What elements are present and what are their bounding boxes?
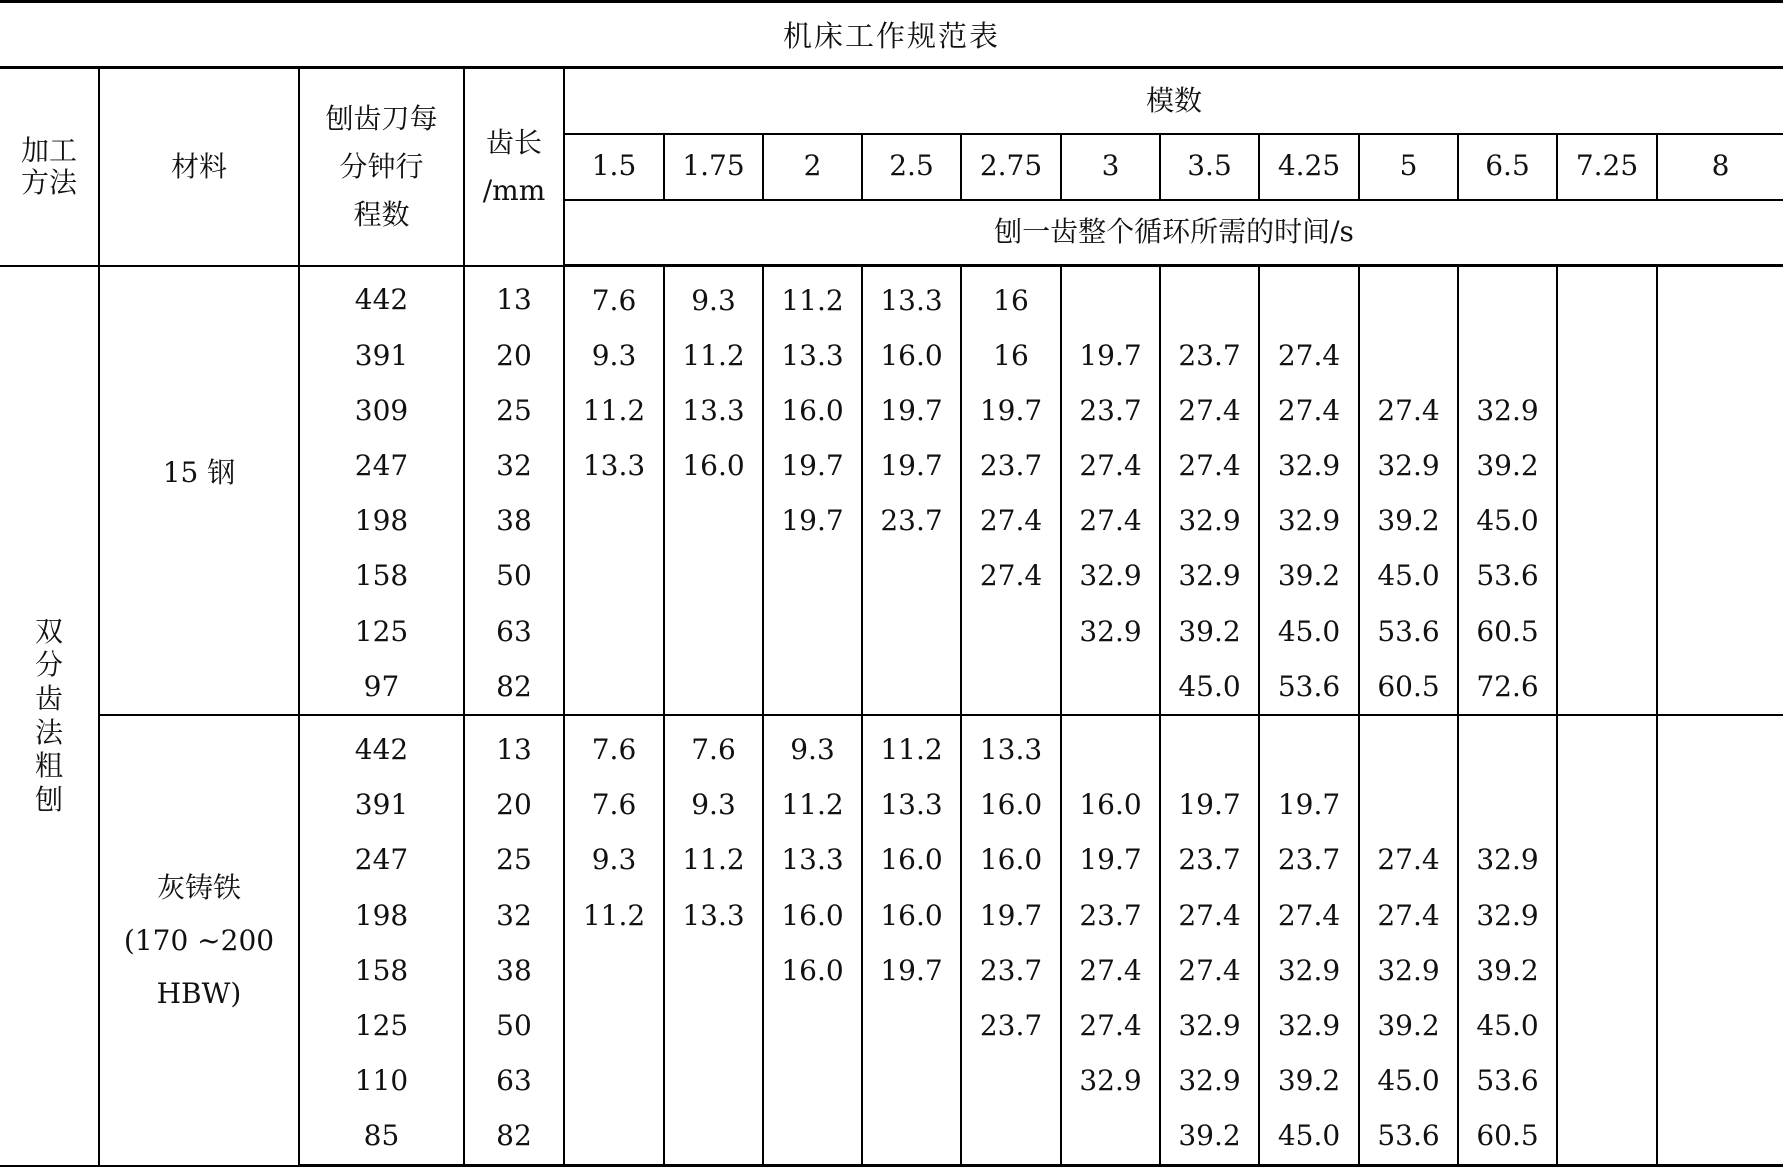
strokes-cell: 125 <box>299 604 464 659</box>
cycle-time-cell <box>763 998 862 1053</box>
cycle-time-cell: 19.7 <box>763 494 862 549</box>
strokes-cell: 97 <box>299 659 464 715</box>
strokes-cell: 247 <box>299 833 464 888</box>
cycle-time-cell: 45.0 <box>1458 998 1557 1053</box>
strokes-cell: 198 <box>299 494 464 549</box>
cycle-time-cell <box>1657 943 1783 998</box>
cycle-time-cell <box>1557 384 1657 439</box>
cycle-time-cell <box>1061 1109 1160 1166</box>
cycle-time-cell <box>1359 778 1458 833</box>
header-cycle-time: 刨一齿整个循环所需的时间/s <box>564 200 1783 266</box>
header-strokes-per-minute: 刨齿刀每 分钟行 程数 <box>299 68 464 266</box>
cycle-time-cell: 16.0 <box>862 328 961 383</box>
cycle-time-cell: 13.3 <box>862 778 961 833</box>
strokes-cell: 158 <box>299 943 464 998</box>
cycle-time-cell <box>564 1054 664 1109</box>
cycle-time-cell <box>664 494 763 549</box>
cycle-time-cell: 13.3 <box>564 439 664 494</box>
cycle-time-cell <box>664 549 763 604</box>
material-label: 15 钢 <box>162 455 236 489</box>
cycle-time-cell: 13.3 <box>664 888 763 943</box>
cycle-time-cell <box>1458 715 1557 777</box>
cycle-time-cell <box>664 1109 763 1166</box>
cycle-time-cell: 60.5 <box>1359 659 1458 715</box>
cycle-time-cell <box>1259 715 1359 777</box>
tooth-length-cell: 32 <box>464 439 564 494</box>
cycle-time-cell <box>1657 888 1783 943</box>
module-header-cell: 8 <box>1657 134 1783 200</box>
cycle-time-cell: 23.7 <box>961 998 1061 1053</box>
cycle-time-cell <box>1557 549 1657 604</box>
cycle-time-cell <box>862 998 961 1053</box>
cycle-time-cell: 45.0 <box>1160 659 1259 715</box>
cycle-time-cell: 32.9 <box>1359 943 1458 998</box>
cycle-time-cell: 23.7 <box>1061 888 1160 943</box>
cycle-time-cell <box>763 549 862 604</box>
cycle-time-cell: 13.3 <box>961 715 1061 777</box>
cycle-time-cell: 19.7 <box>961 384 1061 439</box>
cycle-time-cell <box>1557 328 1657 383</box>
cycle-time-cell: 19.7 <box>1259 778 1359 833</box>
cycle-time-cell: 23.7 <box>961 943 1061 998</box>
header-tooth-length: 齿长 /mm <box>464 68 564 266</box>
cycle-time-cell: 39.2 <box>1259 549 1359 604</box>
cycle-time-cell: 27.4 <box>1061 998 1160 1053</box>
cycle-time-cell <box>564 604 664 659</box>
cycle-time-cell: 39.2 <box>1259 1054 1359 1109</box>
cycle-time-cell: 32.9 <box>1160 549 1259 604</box>
cycle-time-cell <box>1458 328 1557 383</box>
cycle-time-cell: 32.9 <box>1160 998 1259 1053</box>
cycle-time-cell: 16.0 <box>763 943 862 998</box>
cycle-time-cell: 23.7 <box>862 494 961 549</box>
cycle-time-cell <box>1359 328 1458 383</box>
cycle-time-cell: 13.3 <box>763 328 862 383</box>
cycle-time-cell <box>1061 659 1160 715</box>
module-header-cell: 6.5 <box>1458 134 1557 200</box>
cycle-time-cell <box>1557 888 1657 943</box>
cycle-time-cell: 9.3 <box>564 833 664 888</box>
cycle-time-cell <box>763 659 862 715</box>
method-char: 刨 <box>34 782 63 816</box>
cycle-time-cell: 11.2 <box>664 833 763 888</box>
cycle-time-cell: 16.0 <box>763 384 862 439</box>
cycle-time-cell: 16.0 <box>961 778 1061 833</box>
cycle-time-cell: 32.9 <box>1259 943 1359 998</box>
cycle-time-cell: 27.4 <box>1160 888 1259 943</box>
strokes-cell: 198 <box>299 888 464 943</box>
cycle-time-cell <box>1657 384 1783 439</box>
cycle-time-cell: 53.6 <box>1458 549 1557 604</box>
cycle-time-cell: 27.4 <box>1259 328 1359 383</box>
cycle-time-cell <box>1657 715 1783 777</box>
method-char: 粗 <box>34 749 63 783</box>
strokes-cell: 85 <box>299 1109 464 1166</box>
cycle-time-cell: 16.0 <box>664 439 763 494</box>
cycle-time-cell: 19.7 <box>1061 833 1160 888</box>
cycle-time-cell <box>1657 439 1783 494</box>
cycle-time-cell: 27.4 <box>1359 888 1458 943</box>
cycle-time-cell: 27.4 <box>1061 494 1160 549</box>
cycle-time-cell: 19.7 <box>1061 328 1160 383</box>
cycle-time-cell <box>961 1109 1061 1166</box>
cycle-time-cell: 23.7 <box>961 439 1061 494</box>
method-char: 分 <box>34 648 63 682</box>
cycle-time-cell <box>1557 266 1657 329</box>
cycle-time-cell: 32.9 <box>1359 439 1458 494</box>
cycle-time-cell: 11.2 <box>763 266 862 329</box>
cycle-time-cell <box>1557 439 1657 494</box>
cycle-time-cell <box>664 998 763 1053</box>
module-header-cell: 3 <box>1061 134 1160 200</box>
cycle-time-cell: 39.2 <box>1458 943 1557 998</box>
cycle-time-cell: 27.4 <box>1160 384 1259 439</box>
cycle-time-cell <box>961 659 1061 715</box>
material-label: HBW) <box>156 977 242 1011</box>
cycle-time-cell <box>1657 604 1783 659</box>
material-label: (170 ~200 <box>123 923 275 957</box>
tooth-length-cell: 50 <box>464 998 564 1053</box>
cycle-time-cell <box>1557 715 1657 777</box>
cycle-time-cell: 32.9 <box>1458 384 1557 439</box>
cycle-time-cell <box>1657 266 1783 329</box>
spec-table <box>0 66 1783 1167</box>
cycle-time-cell <box>564 659 664 715</box>
cycle-time-cell: 27.4 <box>1160 439 1259 494</box>
cycle-time-cell: 7.6 <box>664 715 763 777</box>
cycle-time-cell: 39.2 <box>1160 1109 1259 1166</box>
cycle-time-cell: 39.2 <box>1160 604 1259 659</box>
cycle-time-cell <box>1657 494 1783 549</box>
cycle-time-cell: 11.2 <box>564 888 664 943</box>
cycle-time-cell <box>564 494 664 549</box>
strokes-cell: 391 <box>299 328 464 383</box>
cycle-time-cell <box>1657 549 1783 604</box>
tooth-length-cell: 82 <box>464 659 564 715</box>
method-char: 齿 <box>34 681 63 715</box>
cycle-time-cell: 32.9 <box>1160 494 1259 549</box>
strokes-cell: 125 <box>299 998 464 1053</box>
cycle-time-cell <box>1557 1054 1657 1109</box>
method-cell <box>0 266 99 1166</box>
cycle-time-cell <box>1657 1109 1783 1166</box>
cycle-time-cell <box>1557 659 1657 715</box>
tooth-length-cell: 25 <box>464 384 564 439</box>
cycle-time-cell <box>1160 266 1259 329</box>
cycle-time-cell <box>1259 266 1359 329</box>
cycle-time-cell <box>664 943 763 998</box>
material-cell <box>99 715 299 1165</box>
cycle-time-cell: 53.6 <box>1259 659 1359 715</box>
module-header-cell: 7.25 <box>1557 134 1657 200</box>
module-header-cell: 1.75 <box>664 134 763 200</box>
cycle-time-cell <box>763 1109 862 1166</box>
cycle-time-cell: 45.0 <box>1259 1109 1359 1166</box>
cycle-time-cell <box>862 1109 961 1166</box>
cycle-time-cell: 27.4 <box>1061 943 1160 998</box>
cycle-time-cell: 39.2 <box>1359 494 1458 549</box>
cycle-time-cell: 27.4 <box>1259 888 1359 943</box>
cycle-time-cell: 45.0 <box>1259 604 1359 659</box>
cycle-time-cell: 11.2 <box>862 715 961 777</box>
cycle-time-cell: 45.0 <box>1359 549 1458 604</box>
cycle-time-cell <box>1458 266 1557 329</box>
cycle-time-cell: 13.3 <box>862 266 961 329</box>
cycle-time-cell: 45.0 <box>1359 1054 1458 1109</box>
cycle-time-cell: 16.0 <box>862 833 961 888</box>
tooth-length-cell: 38 <box>464 494 564 549</box>
cycle-time-cell <box>1657 778 1783 833</box>
cycle-time-cell: 32.9 <box>1061 604 1160 659</box>
module-header-cell: 2.75 <box>961 134 1061 200</box>
strokes-cell: 158 <box>299 549 464 604</box>
cycle-time-cell <box>1557 1109 1657 1166</box>
cycle-time-cell <box>1657 833 1783 888</box>
cycle-time-cell: 32.9 <box>1259 494 1359 549</box>
cycle-time-cell: 60.5 <box>1458 1109 1557 1166</box>
cycle-time-cell <box>564 943 664 998</box>
cycle-time-cell <box>1557 943 1657 998</box>
header-method: 加工 方法 <box>0 68 99 266</box>
cycle-time-cell: 23.7 <box>1160 833 1259 888</box>
cycle-time-cell: 19.7 <box>862 384 961 439</box>
cycle-time-cell: 27.4 <box>1160 943 1259 998</box>
cycle-time-cell: 11.2 <box>664 328 763 383</box>
table-row <box>0 266 1783 329</box>
cycle-time-cell: 72.6 <box>1458 659 1557 715</box>
cycle-time-cell: 7.6 <box>564 778 664 833</box>
cycle-time-cell: 32.9 <box>1458 888 1557 943</box>
cycle-time-cell: 32.9 <box>1160 1054 1259 1109</box>
table-title: 机床工作规范表 <box>0 0 1783 66</box>
cycle-time-cell <box>961 604 1061 659</box>
cycle-time-cell: 11.2 <box>564 384 664 439</box>
cycle-time-cell: 16.0 <box>1061 778 1160 833</box>
header-material: 材料 <box>99 68 299 266</box>
module-header-cell: 5 <box>1359 134 1458 200</box>
tooth-length-cell: 32 <box>464 888 564 943</box>
module-header-cell: 2.5 <box>862 134 961 200</box>
method-char: 法 <box>34 715 63 749</box>
strokes-cell: 391 <box>299 778 464 833</box>
cycle-time-cell <box>862 659 961 715</box>
cycle-time-cell: 11.2 <box>763 778 862 833</box>
cycle-time-cell: 19.7 <box>1160 778 1259 833</box>
cycle-time-cell <box>1061 715 1160 777</box>
tooth-length-cell: 20 <box>464 328 564 383</box>
cycle-time-cell <box>1557 494 1657 549</box>
cycle-time-cell: 19.7 <box>862 943 961 998</box>
cycle-time-cell <box>862 1054 961 1109</box>
strokes-cell: 442 <box>299 715 464 777</box>
cycle-time-cell: 32.9 <box>1259 998 1359 1053</box>
cycle-time-cell: 32.9 <box>1259 439 1359 494</box>
cycle-time-cell: 32.9 <box>1061 1054 1160 1109</box>
cycle-time-cell <box>1657 659 1783 715</box>
cycle-time-cell: 19.7 <box>763 439 862 494</box>
cycle-time-cell <box>1557 604 1657 659</box>
cycle-time-cell <box>564 1109 664 1166</box>
cycle-time-cell: 27.4 <box>1061 439 1160 494</box>
cycle-time-cell: 32.9 <box>1458 833 1557 888</box>
cycle-time-cell: 7.6 <box>564 715 664 777</box>
cycle-time-cell <box>564 549 664 604</box>
cycle-time-cell <box>1657 328 1783 383</box>
tooth-length-cell: 50 <box>464 549 564 604</box>
cycle-time-cell: 16.0 <box>862 888 961 943</box>
material-cell <box>99 266 299 716</box>
cycle-time-cell <box>664 604 763 659</box>
cycle-time-cell <box>1359 266 1458 329</box>
cycle-time-cell: 9.3 <box>664 266 763 329</box>
cycle-time-cell <box>763 1054 862 1109</box>
strokes-cell: 247 <box>299 439 464 494</box>
cycle-time-cell: 53.6 <box>1458 1054 1557 1109</box>
cycle-time-cell <box>1160 715 1259 777</box>
cycle-time-cell: 19.7 <box>862 439 961 494</box>
cycle-time-cell <box>1557 998 1657 1053</box>
table-row <box>0 715 1783 777</box>
cycle-time-cell: 53.6 <box>1359 604 1458 659</box>
tooth-length-cell: 63 <box>464 604 564 659</box>
cycle-time-cell <box>664 1054 763 1109</box>
cycle-time-cell: 27.4 <box>961 494 1061 549</box>
module-header-cell: 1.5 <box>564 134 664 200</box>
cycle-time-cell: 7.6 <box>564 266 664 329</box>
module-header-cell: 3.5 <box>1160 134 1259 200</box>
tooth-length-cell: 25 <box>464 833 564 888</box>
cycle-time-cell <box>1061 266 1160 329</box>
strokes-cell: 309 <box>299 384 464 439</box>
cycle-time-cell <box>1557 778 1657 833</box>
cycle-time-cell: 19.7 <box>961 888 1061 943</box>
tooth-length-cell: 13 <box>464 266 564 329</box>
cycle-time-cell: 23.7 <box>1160 328 1259 383</box>
cycle-time-cell: 39.2 <box>1458 439 1557 494</box>
cycle-time-cell: 39.2 <box>1359 998 1458 1053</box>
cycle-time-cell <box>1359 715 1458 777</box>
cycle-time-cell: 9.3 <box>763 715 862 777</box>
cycle-time-cell: 27.4 <box>1359 384 1458 439</box>
strokes-cell: 442 <box>299 266 464 329</box>
cycle-time-cell: 9.3 <box>664 778 763 833</box>
cycle-time-cell <box>1657 1054 1783 1109</box>
cycle-time-cell: 13.3 <box>664 384 763 439</box>
material-label: 灰铸铁 <box>156 870 241 904</box>
module-header-cell: 2 <box>763 134 862 200</box>
cycle-time-cell: 45.0 <box>1458 494 1557 549</box>
cycle-time-cell: 16 <box>961 266 1061 329</box>
tooth-length-cell: 38 <box>464 943 564 998</box>
cycle-time-cell <box>1557 833 1657 888</box>
cycle-time-cell <box>1657 998 1783 1053</box>
method-char: 双 <box>34 614 63 648</box>
cycle-time-cell <box>862 549 961 604</box>
cycle-time-cell <box>763 604 862 659</box>
cycle-time-cell <box>961 1054 1061 1109</box>
cycle-time-cell: 23.7 <box>1259 833 1359 888</box>
header-module: 模数 <box>564 68 1783 134</box>
cycle-time-cell <box>564 998 664 1053</box>
cycle-time-cell: 16 <box>961 328 1061 383</box>
cycle-time-cell: 13.3 <box>763 833 862 888</box>
cycle-time-cell: 23.7 <box>1061 384 1160 439</box>
tooth-length-cell: 82 <box>464 1109 564 1166</box>
module-header-cell: 4.25 <box>1259 134 1359 200</box>
tooth-length-cell: 20 <box>464 778 564 833</box>
cycle-time-cell <box>664 659 763 715</box>
cycle-time-cell: 60.5 <box>1458 604 1557 659</box>
tooth-length-cell: 63 <box>464 1054 564 1109</box>
cycle-time-cell: 27.4 <box>1259 384 1359 439</box>
tooth-length-cell: 13 <box>464 715 564 777</box>
cycle-time-cell: 16.0 <box>763 888 862 943</box>
cycle-time-cell <box>862 604 961 659</box>
strokes-cell: 110 <box>299 1054 464 1109</box>
cycle-time-cell: 53.6 <box>1359 1109 1458 1166</box>
cycle-time-cell <box>1458 778 1557 833</box>
cycle-time-cell: 16.0 <box>961 833 1061 888</box>
cycle-time-cell: 32.9 <box>1061 549 1160 604</box>
cycle-time-cell: 27.4 <box>1359 833 1458 888</box>
cycle-time-cell: 9.3 <box>564 328 664 383</box>
cycle-time-cell: 27.4 <box>961 549 1061 604</box>
